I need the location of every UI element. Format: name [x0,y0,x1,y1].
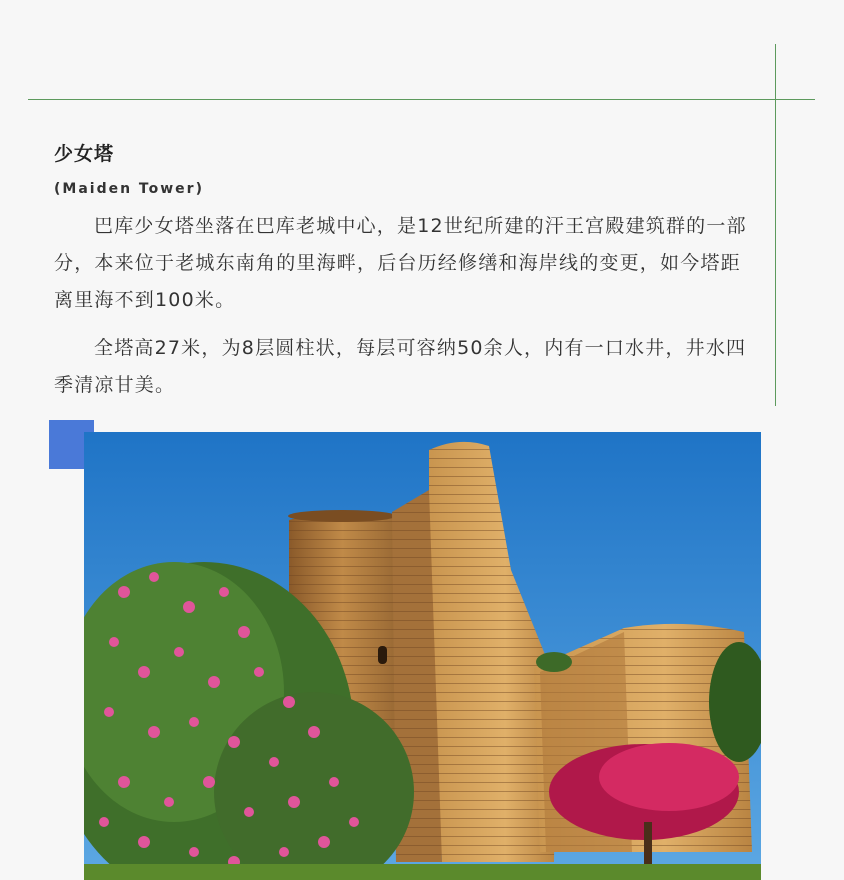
maiden-tower-photo [84,432,761,880]
article-subtitle: (Maiden Tower) [54,181,204,197]
article-title: 少女塔 [54,143,115,165]
paragraph-structure-text: 全塔高27米，为8层圆柱状，每层可容纳50余人，内有一口水井，井水四季清凉甘美。 [54,337,747,396]
paragraph-history [54,208,754,319]
decorative-vertical-line [775,44,776,406]
decorative-horizontal-line [28,99,815,100]
paragraph-history-text: 巴库少女塔坐落在巴库老城中心，是12世纪所建的汗王宫殿建筑群的一部分，本来位于老城东南角的里海畔，后台历经修缮和海岸线的变更，如今塔距离里海不到100米。 [54,215,747,311]
paragraph-structure [54,330,754,404]
